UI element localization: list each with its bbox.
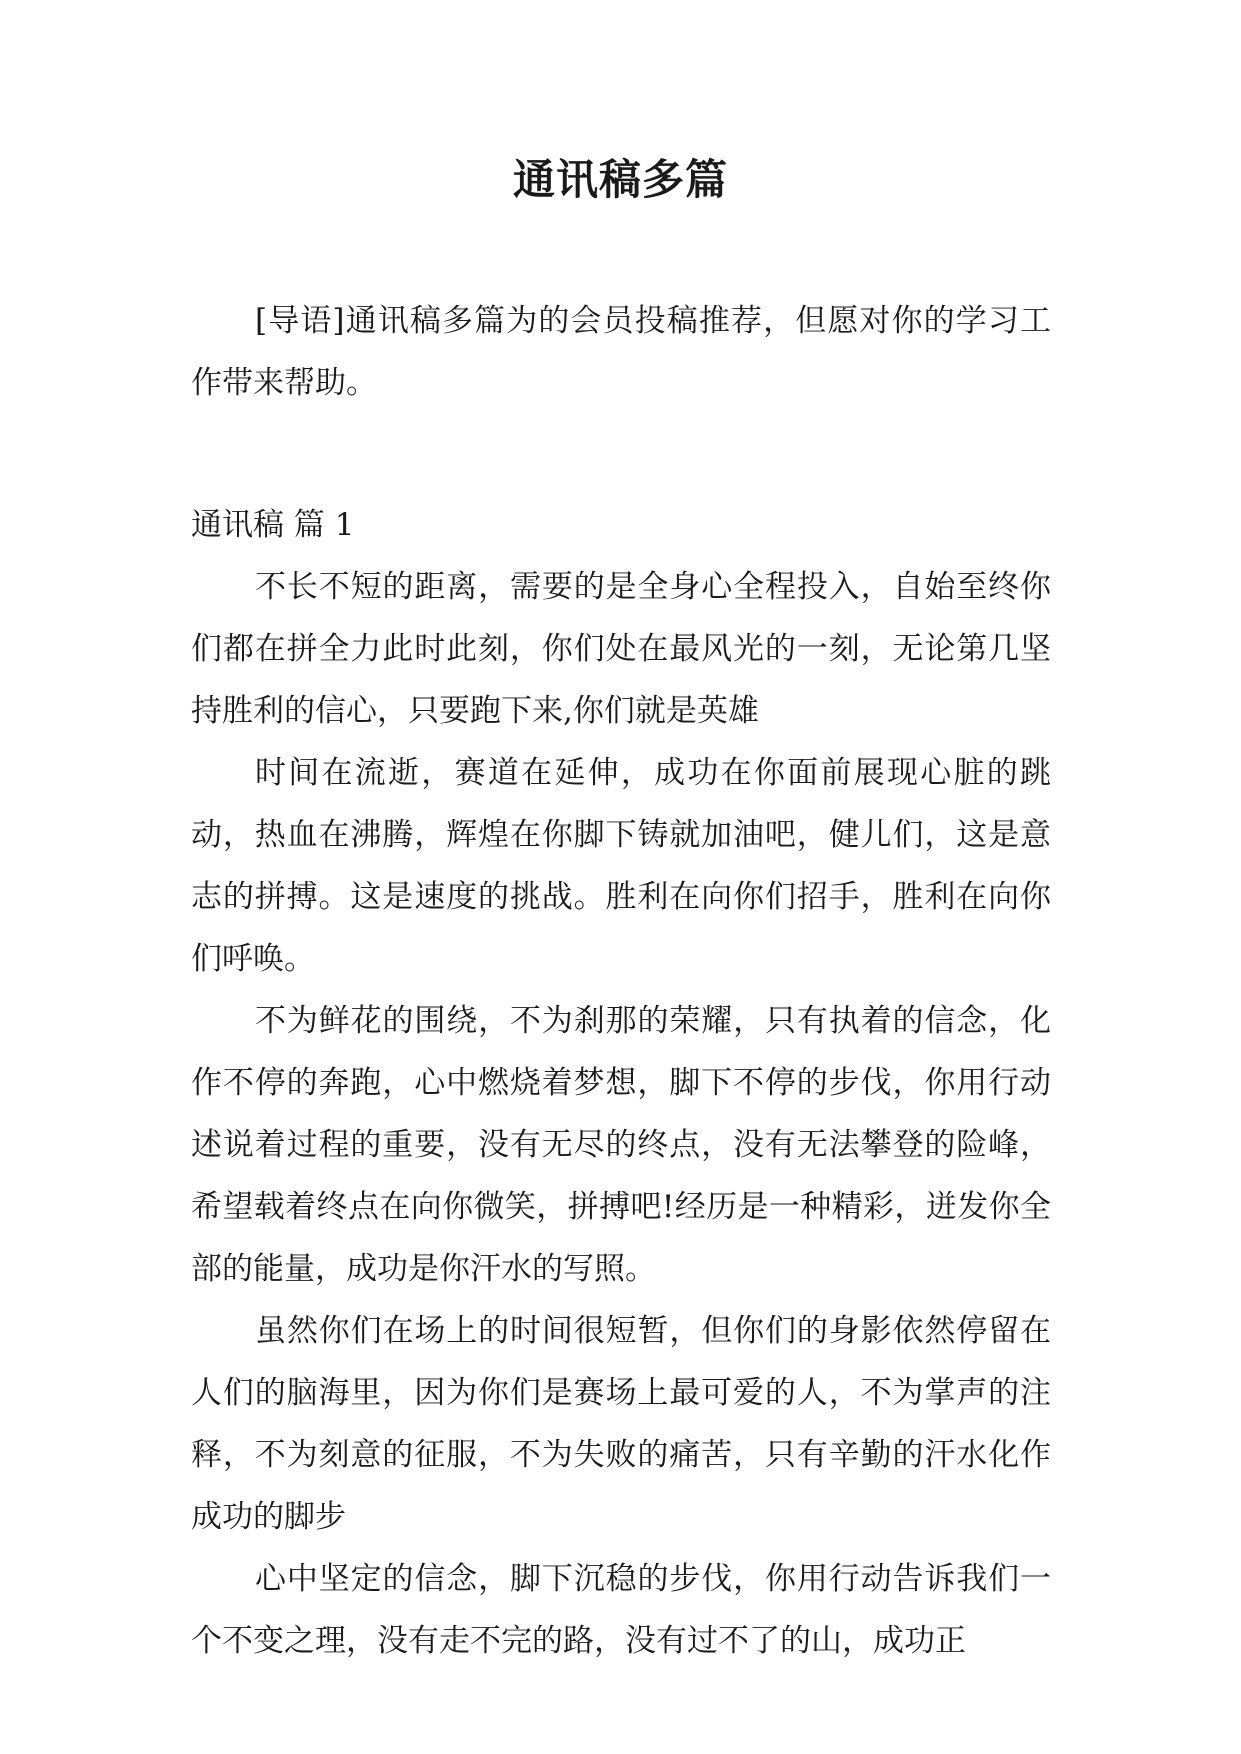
body-paragraph: 时间在流逝，赛道在延伸，成功在你面前展现心脏的跳动，热血在沸腾，辉煌在你脚下铸就加油吧，健儿们，这是意志的拼搏。这是速度的挑战。胜利在向你们招手，胜利在向你们呼唤。 (191, 755, 1051, 977)
section-heading: 通讯稿 篇 1 (191, 507, 355, 543)
body-paragraph: 心中坚定的信念，脚下沉稳的步伐，你用行动告诉我们一个不变之理，没有走不完的路，没有过不了的山，成功正 (191, 1561, 1051, 1659)
body-paragraph: 不长不短的距离，需要的是全身心全程投入，自始至终你们都在拼全力此时此刻，你们处在最风光的一刻，无论第几坚持胜利的信心，只要跑下来,你们就是英雄 (191, 569, 1051, 729)
body-paragraph: 虽然你们在场上的时间很短暂，但你们的身影依然停留在人们的脑海里，因为你们是赛场上最可爱的人，不为掌声的注释，不为刻意的征服，不为失败的痛苦，只有辛勤的汗水化作成功的脚步 (191, 1313, 1051, 1535)
document-title: 通讯稿多篇 (512, 155, 728, 204)
document-body (191, 290, 1051, 1672)
body-paragraph: 不为鲜花的围绕，不为刹那的荣耀，只有执着的信念，化作不停的奔跑，心中燃烧着梦想，脚下不停的步伐，你用行动述说着过程的重要，没有无尽的终点，没有无法攀登的险峰，希望载着终点在向你微笑，拼搏吧!经历是一种精彩，迸发你全部的能量，成功是你汗水的写照。 (191, 1003, 1051, 1287)
lead-paragraph: [导语]通讯稿多篇为的会员投稿推荐，但愿对你的学习工作带来帮助。 (191, 303, 1051, 401)
